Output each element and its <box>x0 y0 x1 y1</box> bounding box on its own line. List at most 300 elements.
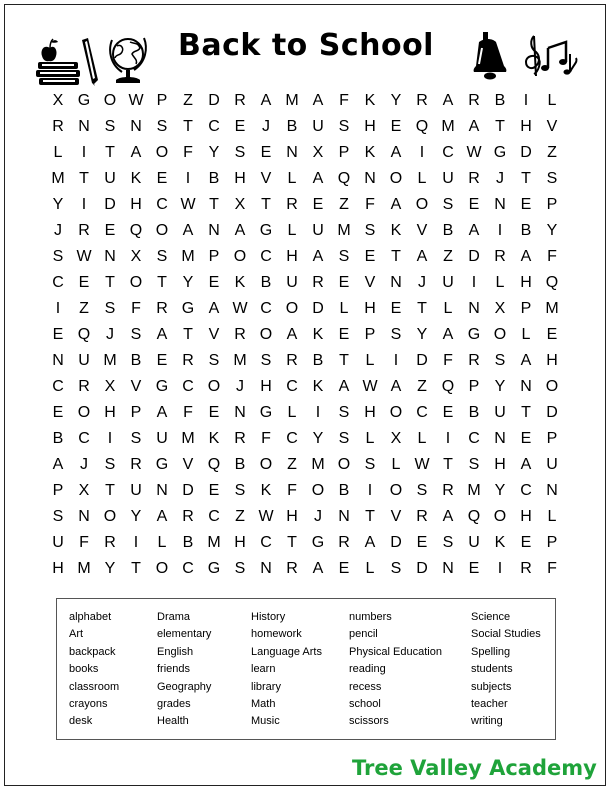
grid-letter: X <box>390 430 402 447</box>
grid-letter: D <box>312 300 324 317</box>
grid-letter: W <box>414 456 430 473</box>
grid-letter: Y <box>494 482 506 499</box>
grid-letter: I <box>55 300 61 317</box>
grid-letter: M <box>285 92 299 109</box>
grid-letter: H <box>546 352 558 369</box>
word-list-item: Drama <box>157 611 191 623</box>
grid-letter: A <box>442 92 454 109</box>
grid-letter: E <box>468 560 480 577</box>
grid-letter: D <box>390 534 402 551</box>
grid-letter: R <box>182 508 194 525</box>
grid-letter: F <box>183 404 193 421</box>
grid-letter: L <box>53 144 63 161</box>
grid-letter: F <box>339 92 349 109</box>
grid-letter: R <box>468 92 480 109</box>
grid-letter: R <box>520 560 532 577</box>
grid-letter: A <box>208 300 220 317</box>
grid-letter: F <box>365 196 375 213</box>
grid-letter: S <box>234 144 246 161</box>
grid-letter: C <box>52 378 64 395</box>
grid-letter: C <box>208 508 220 525</box>
grid-letter: J <box>314 508 322 525</box>
grid-letter: M <box>51 170 65 187</box>
grid-letter: P <box>156 92 168 109</box>
grid-letter: U <box>104 170 116 187</box>
grid-letter: E <box>156 352 168 369</box>
grid-letter: S <box>338 404 350 421</box>
grid-letter: S <box>442 196 454 213</box>
grid-letter: T <box>443 456 453 473</box>
grid-letter: K <box>312 326 324 343</box>
grid-letter: R <box>416 508 428 525</box>
grid-letter: N <box>442 560 454 577</box>
grid-letter: H <box>234 534 246 551</box>
grid-letter: I <box>445 430 451 447</box>
grid-row <box>45 88 565 114</box>
grid-letter: D <box>468 248 480 265</box>
grid-letter: S <box>156 118 168 135</box>
grid-letter: H <box>520 508 532 525</box>
grid-letter: L <box>365 560 375 577</box>
word-list-item: Math <box>251 698 276 711</box>
grid-letter: E <box>52 404 64 421</box>
grid-letter: E <box>208 482 220 499</box>
grid-letter: R <box>234 326 246 343</box>
grid-letter: I <box>133 534 139 551</box>
word-column-3 <box>251 609 322 731</box>
grid-letter: T <box>365 508 375 525</box>
word-list-item: numbers <box>349 611 392 623</box>
grid-letter: R <box>494 248 506 265</box>
grid-letter: Z <box>339 196 349 213</box>
grid-row <box>45 374 565 400</box>
grid-letter: A <box>390 378 402 395</box>
grid-letter: O <box>155 222 169 239</box>
grid-letter: K <box>234 274 246 291</box>
grid-letter: I <box>393 352 399 369</box>
grid-letter: N <box>520 378 532 395</box>
grid-letter: A <box>520 248 532 265</box>
grid-letter: B <box>208 170 220 187</box>
grid-letter: M <box>441 118 455 135</box>
grid-letter: B <box>286 118 298 135</box>
grid-letter: S <box>208 352 220 369</box>
grid-letter: Y <box>494 378 506 395</box>
grid-letter: S <box>364 456 376 473</box>
grid-letter: H <box>286 248 298 265</box>
grid-letter: L <box>157 534 167 551</box>
grid-letter: O <box>311 482 325 499</box>
grid-letter: A <box>182 222 194 239</box>
grid-letter: U <box>52 534 64 551</box>
grid-letter: C <box>416 404 428 421</box>
grid-letter: M <box>181 430 195 447</box>
grid-letter: A <box>390 144 402 161</box>
grid-letter: S <box>52 508 64 525</box>
grid-letter: S <box>494 352 506 369</box>
grid-letter: G <box>155 378 169 395</box>
grid-letter: E <box>520 430 532 447</box>
grid-letter: H <box>494 456 506 473</box>
grid-letter: S <box>156 248 168 265</box>
grid-letter: R <box>104 534 116 551</box>
grid-letter: O <box>233 248 247 265</box>
grid-letter: E <box>364 248 376 265</box>
grid-letter: O <box>259 326 273 343</box>
grid-row <box>45 296 565 322</box>
grid-letter: V <box>546 118 558 135</box>
grid-letter: E <box>468 196 480 213</box>
grid-letter: W <box>466 144 482 161</box>
grid-letter: T <box>521 404 531 421</box>
grid-letter: Y <box>104 560 116 577</box>
grid-letter: E <box>390 118 402 135</box>
grid-letter: Z <box>235 508 245 525</box>
grid-letter: R <box>130 456 142 473</box>
grid-row <box>45 556 565 582</box>
grid-letter: S <box>234 482 246 499</box>
grid-letter: I <box>81 144 87 161</box>
grid-letter: S <box>104 456 116 473</box>
word-list-item: desk <box>69 715 93 728</box>
grid-letter: C <box>260 248 272 265</box>
grid-letter: C <box>78 430 90 447</box>
grid-letter: Q <box>545 274 559 291</box>
grid-letter: N <box>390 274 402 291</box>
grid-letter: O <box>389 404 403 421</box>
grid-letter: R <box>182 352 194 369</box>
grid-letter: C <box>286 378 298 395</box>
grid-letter: B <box>234 456 246 473</box>
grid-letter: J <box>80 456 88 473</box>
grid-letter: T <box>391 248 401 265</box>
word-list-box <box>56 598 556 740</box>
grid-letter: A <box>442 326 454 343</box>
grid-letter: L <box>365 352 375 369</box>
grid-letter: C <box>260 300 272 317</box>
grid-letter: Z <box>417 378 427 395</box>
grid-letter: B <box>182 534 194 551</box>
grid-letter: M <box>77 560 91 577</box>
grid-letter: U <box>312 118 324 135</box>
grid-letter: T <box>417 300 427 317</box>
word-list-item: Social Studies <box>471 628 541 641</box>
grid-letter: E <box>520 196 532 213</box>
grid-letter: V <box>182 456 194 473</box>
grid-letter: B <box>442 222 454 239</box>
grid-row <box>45 218 565 244</box>
grid-letter: S <box>442 534 454 551</box>
grid-letter: C <box>442 144 454 161</box>
grid-letter: S <box>416 482 428 499</box>
grid-letter: N <box>260 560 272 577</box>
grid-letter: K <box>494 534 506 551</box>
grid-letter: U <box>442 170 454 187</box>
grid-letter: P <box>546 196 558 213</box>
grid-letter: R <box>234 92 246 109</box>
grid-letter: A <box>520 456 532 473</box>
grid-letter: S <box>338 248 350 265</box>
grid-letter: R <box>234 430 246 447</box>
grid-letter: B <box>520 222 532 239</box>
grid-letter: J <box>262 118 270 135</box>
grid-letter: R <box>416 92 428 109</box>
grid-letter: B <box>338 482 350 499</box>
word-list-item: learn <box>251 663 276 676</box>
grid-letter: R <box>442 482 454 499</box>
grid-letter: Q <box>441 378 455 395</box>
grid-letter: Y <box>390 92 402 109</box>
grid-letter: T <box>287 534 297 551</box>
word-list-item: classroom <box>69 680 120 693</box>
grid-letter: F <box>443 352 453 369</box>
grid-letter: R <box>286 352 298 369</box>
grid-letter: F <box>547 560 557 577</box>
grid-letter: H <box>52 560 64 577</box>
grid-letter: M <box>467 482 481 499</box>
grid-letter: P <box>338 144 350 161</box>
word-list-item: Music <box>251 715 280 728</box>
grid-letter: T <box>157 274 167 291</box>
grid-letter: A <box>312 248 324 265</box>
grid-letter: Q <box>415 118 429 135</box>
grid-letter: A <box>442 508 454 525</box>
grid-letter: E <box>416 534 428 551</box>
grid-letter: V <box>260 170 272 187</box>
grid-letter: W <box>180 196 196 213</box>
grid-letter: O <box>389 482 403 499</box>
grid-letter: R <box>78 222 90 239</box>
grid-letter: U <box>494 404 506 421</box>
grid-letter: U <box>78 352 90 369</box>
word-list-item: writing <box>471 715 503 728</box>
word-list-item: alphabet <box>69 611 112 623</box>
grid-letter: N <box>494 430 506 447</box>
grid-letter: S <box>390 560 402 577</box>
grid-letter: N <box>52 352 64 369</box>
grid-letter: D <box>208 92 220 109</box>
grid-letter: J <box>236 378 244 395</box>
grid-letter: L <box>287 170 297 187</box>
grid-letter: E <box>52 326 64 343</box>
word-column-5 <box>471 609 541 731</box>
word-list-item: students <box>471 663 513 676</box>
grid-letter: A <box>156 508 168 525</box>
grid-letter: V <box>130 378 142 395</box>
grid-row <box>45 322 565 348</box>
grid-letter: B <box>260 274 272 291</box>
grid-letter: R <box>286 560 298 577</box>
grid-letter: M <box>103 352 117 369</box>
grid-row <box>45 166 565 192</box>
word-list-item: Health <box>157 715 189 728</box>
word-list-item: Geography <box>157 680 212 693</box>
grid-letter: B <box>468 404 480 421</box>
grid-letter: T <box>521 170 531 187</box>
grid-letter: H <box>364 404 376 421</box>
grid-letter: P <box>52 482 64 499</box>
grid-letter: T <box>131 560 141 577</box>
grid-letter: E <box>312 196 324 213</box>
grid-letter: G <box>207 560 221 577</box>
word-list-item: Language Arts <box>251 645 322 658</box>
grid-letter: Q <box>467 508 481 525</box>
grid-letter: O <box>207 378 221 395</box>
grid-letter: C <box>182 378 194 395</box>
grid-letter: P <box>468 378 480 395</box>
grid-letter: T <box>261 196 271 213</box>
grid-letter: H <box>260 378 272 395</box>
grid-letter: I <box>523 92 529 109</box>
grid-letter: L <box>521 326 531 343</box>
grid-letter: K <box>260 482 272 499</box>
grid-letter: K <box>390 222 402 239</box>
grid-letter: S <box>390 326 402 343</box>
grid-letter: L <box>287 222 297 239</box>
grid-letter: I <box>185 170 191 187</box>
grid-letter: R <box>468 352 480 369</box>
grid-letter: H <box>286 508 298 525</box>
grid-letter: O <box>493 326 507 343</box>
grid-letter: M <box>181 248 195 265</box>
grid-letter: H <box>520 118 532 135</box>
grid-letter: U <box>156 430 168 447</box>
grid-letter: R <box>78 378 90 395</box>
grid-letter: Y <box>130 508 142 525</box>
grid-letter: I <box>81 196 87 213</box>
grid-letter: L <box>417 430 427 447</box>
grid-letter: M <box>207 534 221 551</box>
grid-letter: P <box>546 534 558 551</box>
word-list-item: friends <box>157 663 191 676</box>
grid-letter: L <box>443 300 453 317</box>
grid-letter: Q <box>77 326 91 343</box>
grid-letter: K <box>312 378 324 395</box>
grid-letter: G <box>311 534 325 551</box>
grid-letter: I <box>497 560 503 577</box>
grid-letter: F <box>547 248 557 265</box>
grid-letter: P <box>208 248 220 265</box>
grid-letter: A <box>338 378 350 395</box>
grid-letter: A <box>416 248 428 265</box>
grid-letter: N <box>130 118 142 135</box>
grid-letter: L <box>417 170 427 187</box>
grid-row <box>45 244 565 270</box>
grid-letter: Z <box>79 300 89 317</box>
word-list-item: History <box>251 611 286 623</box>
grid-row <box>45 400 565 426</box>
word-list-item: pencil <box>349 628 378 641</box>
grid-letter: Y <box>52 196 64 213</box>
grid-letter: S <box>104 118 116 135</box>
grid-letter: B <box>494 92 506 109</box>
grid-letter: F <box>261 430 271 447</box>
grid-letter: K <box>364 92 376 109</box>
grid-letter: O <box>415 196 429 213</box>
word-list-item: Science <box>471 611 511 623</box>
grid-letter: S <box>130 326 142 343</box>
grid-letter: H <box>520 274 532 291</box>
grid-letter: K <box>130 170 142 187</box>
grid-letter: D <box>416 352 428 369</box>
grid-letter: S <box>338 430 350 447</box>
grid-letter: H <box>104 404 116 421</box>
grid-letter: E <box>338 560 350 577</box>
grid-letter: L <box>391 456 401 473</box>
grid-letter: N <box>234 404 246 421</box>
grid-letter: T <box>209 196 219 213</box>
grid-letter: L <box>339 300 349 317</box>
grid-letter: N <box>364 170 376 187</box>
word-list-item: English <box>157 645 194 658</box>
grid-letter: O <box>285 300 299 317</box>
grid-letter: N <box>546 482 558 499</box>
grid-letter: H <box>234 170 246 187</box>
word-list-item: Physical Education <box>349 645 442 658</box>
grid-letter: A <box>156 326 168 343</box>
grid-letter: T <box>105 482 115 499</box>
grid-letter: W <box>76 248 92 265</box>
grid-letter: C <box>468 430 480 447</box>
grid-letter: E <box>104 222 116 239</box>
grid-letter: S <box>364 222 376 239</box>
grid-letter: G <box>181 300 195 317</box>
word-list-item: reading <box>349 663 386 676</box>
grid-letter: L <box>547 508 557 525</box>
grid-letter: F <box>287 482 297 499</box>
grid-letter: Q <box>207 456 221 473</box>
grid-row <box>45 530 565 556</box>
grid-letter: D <box>104 196 116 213</box>
grid-letter: R <box>156 300 168 317</box>
grid-letter: A <box>312 170 324 187</box>
grid-letter: E <box>208 274 220 291</box>
grid-letter: M <box>545 300 559 317</box>
grid-letter: A <box>286 326 298 343</box>
grid-letter: H <box>130 196 142 213</box>
grid-letter: T <box>79 170 89 187</box>
grid-letter: B <box>312 352 324 369</box>
grid-letter: E <box>234 118 246 135</box>
grid-letter: G <box>77 92 91 109</box>
grid-letter: L <box>495 274 505 291</box>
grid-letter: F <box>183 144 193 161</box>
grid-letter: C <box>182 560 194 577</box>
grid-letter: E <box>546 326 558 343</box>
grid-letter: H <box>364 300 376 317</box>
word-list-item: grades <box>157 698 191 711</box>
grid-row <box>45 140 565 166</box>
grid-letter: J <box>496 170 504 187</box>
grid-letter: P <box>364 326 376 343</box>
grid-letter: E <box>78 274 90 291</box>
grid-letter: S <box>104 300 116 317</box>
grid-letter: A <box>468 222 480 239</box>
grid-letter: P <box>546 430 558 447</box>
grid-letter: E <box>156 170 168 187</box>
grid-letter: Q <box>129 222 143 239</box>
grid-letter: I <box>497 222 503 239</box>
word-list-item: school <box>349 698 381 711</box>
grid-letter: N <box>208 222 220 239</box>
grid-letter: Z <box>547 144 557 161</box>
grid-letter: Y <box>208 144 220 161</box>
grid-letter: A <box>52 456 64 473</box>
grid-letter: N <box>78 118 90 135</box>
grid-row <box>45 452 565 478</box>
grid-letter: S <box>52 248 64 265</box>
grid-letter: E <box>390 300 402 317</box>
